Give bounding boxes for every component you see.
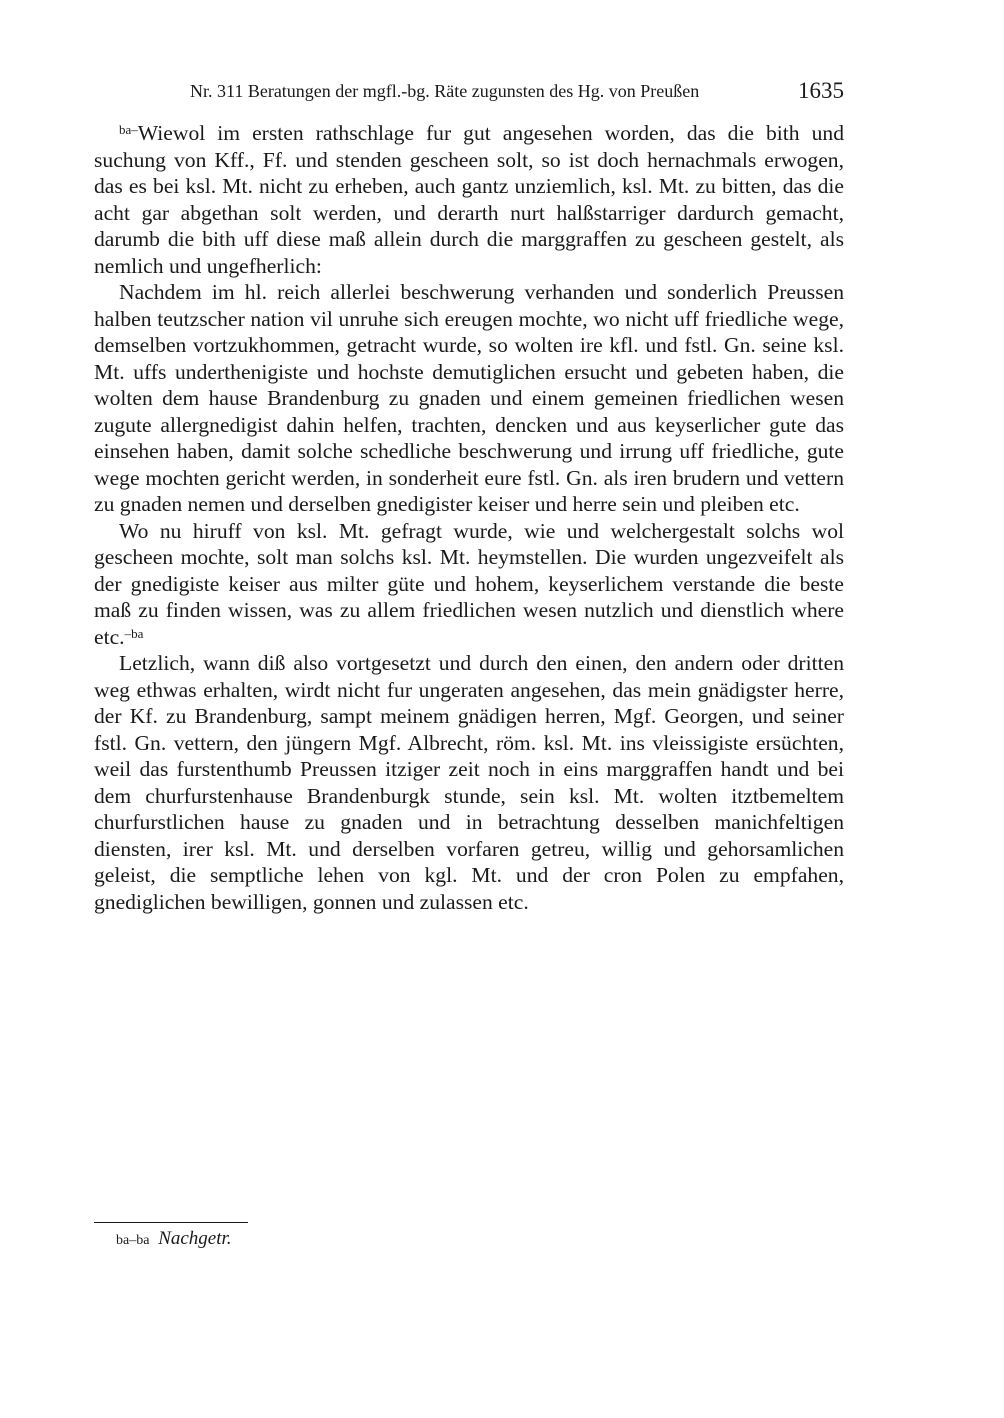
paragraph-text: Wiewol im ersten rathschlage fur gut angesehen worden, das die bith und suchung von Kff., Ff. und stenden gescheen solt, so ist doch hernachmals erwogen, das es bei ksl. Mt. nicht zu erheben, auch gantz unziemlich, ksl. Mt. zu bitten, das die acht gar abgethan solt werden, und derarth nurt halßstarriger dardurch gemacht, darumb die bith uff diese maß allein durch die marggraffen zu gescheen gestelt, als nemlich und ungefherlich: (94, 121, 844, 278)
paragraph-text: Wo nu hiruff von ksl. Mt. gefragt wurde, wie und welchergestalt solchs wol gescheen mochte, solt man solchs ksl. Mt. heymstellen. Die wurden ungezveifelt als der gnedigiste keiser aus milter güte und hohem, keyserlichem verstande die beste maß zu finden wissen, was zu allem friedlichen wesen nutzlich und dienstlich where etc. (94, 518, 844, 649)
paragraph-1 (94, 120, 844, 279)
footnote-text: Nachgetr. (158, 1228, 232, 1249)
editorial-marker-close: –ba (124, 625, 144, 641)
footnote-marker: ba–ba (116, 1233, 150, 1248)
running-head (94, 78, 844, 108)
paragraph-4 (94, 650, 844, 915)
page-number: 1635 (798, 78, 844, 103)
footnote-divider (94, 1222, 248, 1223)
paragraph-2 (94, 279, 844, 518)
editorial-marker-open: ba– (119, 122, 138, 137)
paragraph-3 (94, 518, 844, 651)
main-text (94, 120, 844, 915)
paragraph-text: Nachdem im hl. reich allerlei beschwerung verhanden und sonderlich Preussen halben teutzscher nation vil unruhe sich ereugen mochte, wo nicht uff friedliche wege, demselben vortzukhommen, getracht wurde, so wolten ire kfl. und fstl. Gn. seine ksl. Mt. uffs underthenigiste und hochste demutiglichen ersucht und gebeten haben, die wolten dem hause Brandenburg zu gnaden und einem gemeinen friedlichen wesen zugute allergnedigist dahin helfen, trachten, dencken und aus keyserlicher gute das einsehen haben, damit solche schedliche beschwerung und irrung uff friedliche, gute wege mochten gericht werden, in sonderheit eure fstl. Gn. als iren brudern und vettern zu gnaden nemen und derselben gnedigister keiser und herre sein und pleiben etc. (94, 280, 844, 516)
footnote (116, 1228, 232, 1250)
paragraph-text: Letzlich, wann diß also vortgesetzt und durch den einen, den andern oder dritten weg ethwas erhalten, wirdt nicht fur ungeraten angesehen, das mein gnädigster herre, der Kf. zu Brandenburg, sampt meinem gnädigen herren, Mgf. Georgen, und seiner fstl. Gn. vettern, den jüngern Mgf. Albrecht, röm. ksl. Mt. ins vleissigiste ersüchten, weil das furstenthumb Preussen itziger zeit noch in eins marggraffen handt und bei dem churfurstenhause Brandenburgk stunde, sein ksl. Mt. wolten itztbemeltem churfurstlichen hause zu gnaden und in betrachtung desselben manichfeltigen diensten, irer ksl. Mt. und derselben vorfaren getreu, willig und gehorsamlichen geleist, die semptliche lehen von kgl. Mt. und der cron Polen zu empfahen, gnediglichen bewilligen, gonnen und zulassen etc. (94, 651, 844, 914)
running-title: Nr. 311 Beratungen der mgfl.-bg. Räte zugunsten des Hg. von Preußen (190, 81, 700, 101)
